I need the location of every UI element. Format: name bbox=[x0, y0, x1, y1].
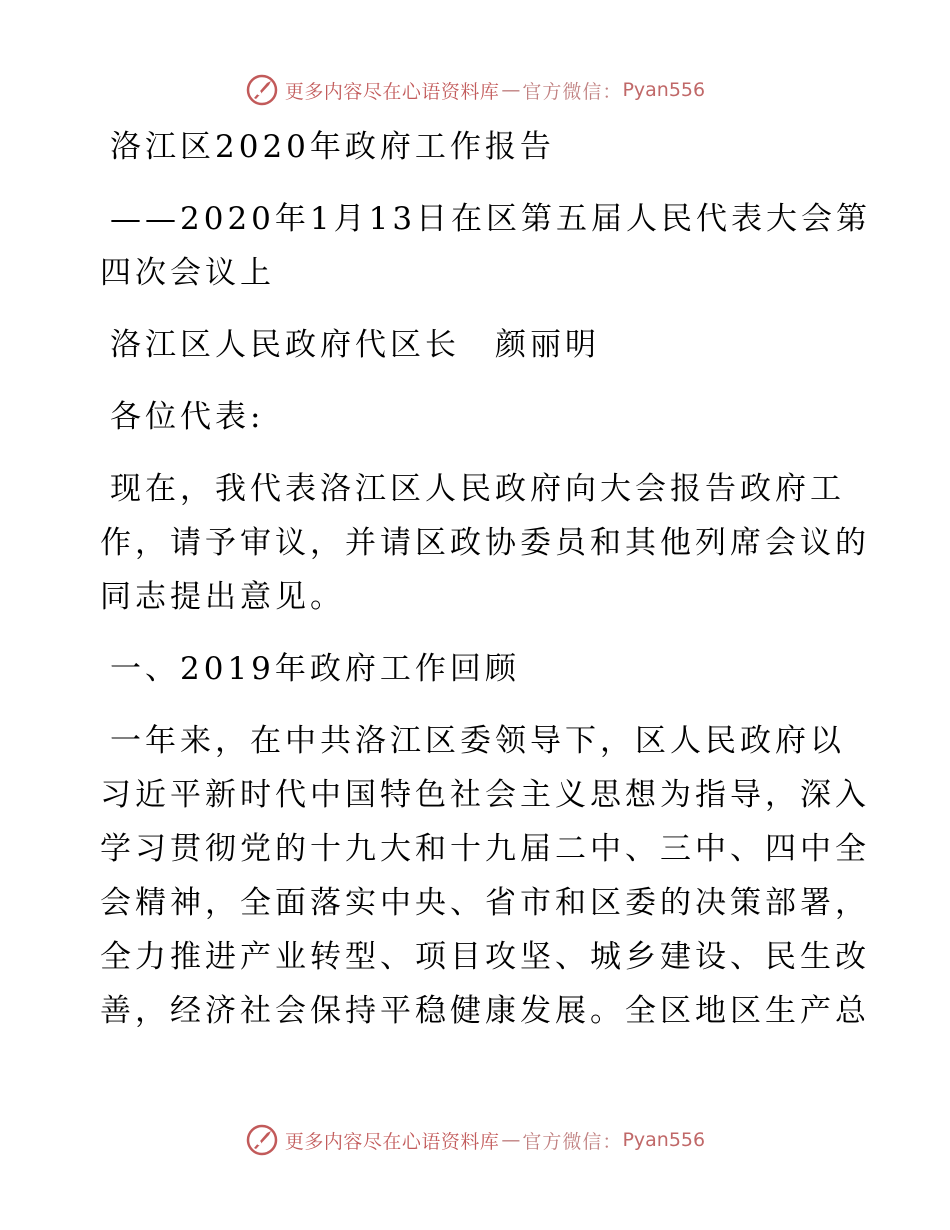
paragraph-line: 学习贯彻党的十九大和十九届二中、三中、四中全 bbox=[100, 831, 870, 867]
subtitle-line: 四次会议上 bbox=[100, 255, 275, 291]
watermark-banner-bottom bbox=[0, 1120, 950, 1160]
paragraph-line: 一年来，在中共洛江区委领导下，区人民政府以 bbox=[110, 723, 845, 759]
paragraph-line: 会精神，全面落实中央、省市和区委的决策部署， bbox=[100, 885, 870, 921]
paragraph-line: 善，经济社会保持平稳健康发展。全区地区生产总 bbox=[100, 993, 870, 1029]
watermark-separator: — bbox=[501, 1129, 521, 1151]
watermark-wechat-id: Pyan556 bbox=[622, 1129, 706, 1151]
document-body bbox=[100, 120, 872, 1056]
paragraph-line: 习近平新时代中国特色社会主义思想为指导，深入 bbox=[100, 777, 870, 813]
watermark-wechat-id: Pyan556 bbox=[622, 79, 706, 101]
document-subtitle bbox=[100, 192, 872, 300]
watermark-sub-text: 官方微信： bbox=[522, 80, 623, 103]
body-paragraph bbox=[100, 714, 870, 1038]
paragraph-line: 同志提出意见。 bbox=[100, 579, 345, 615]
watermark-main-text: 更多内容尽在心语资料库 bbox=[284, 1130, 500, 1153]
quill-pen-icon bbox=[245, 1123, 279, 1157]
document-author: 洛江区人民政府代区长 颜丽明 bbox=[110, 327, 600, 363]
paragraph-line: 现在，我代表洛江区人民政府向大会报告政府工 bbox=[110, 471, 845, 507]
subtitle-line: ——2020年1月13日在区第五届人民代表大会第 bbox=[110, 201, 872, 237]
intro-paragraph bbox=[100, 462, 870, 624]
salutation: 各位代表: bbox=[110, 399, 265, 435]
watermark-banner-top bbox=[0, 70, 950, 110]
document-title: 洛江区2020年政府工作报告 bbox=[110, 129, 555, 165]
paragraph-line: 全力推进产业转型、项目攻坚、城乡建设、民生改 bbox=[100, 939, 870, 975]
quill-pen-icon bbox=[245, 73, 279, 107]
watermark-main-text: 更多内容尽在心语资料库 bbox=[284, 80, 500, 103]
paragraph-line: 作，请予审议，并请区政协委员和其他列席会议的 bbox=[100, 525, 870, 561]
watermark-sub-text: 官方微信： bbox=[522, 1130, 623, 1153]
watermark-separator: — bbox=[501, 79, 521, 101]
section-heading: 一、2019年政府工作回顾 bbox=[110, 651, 520, 687]
